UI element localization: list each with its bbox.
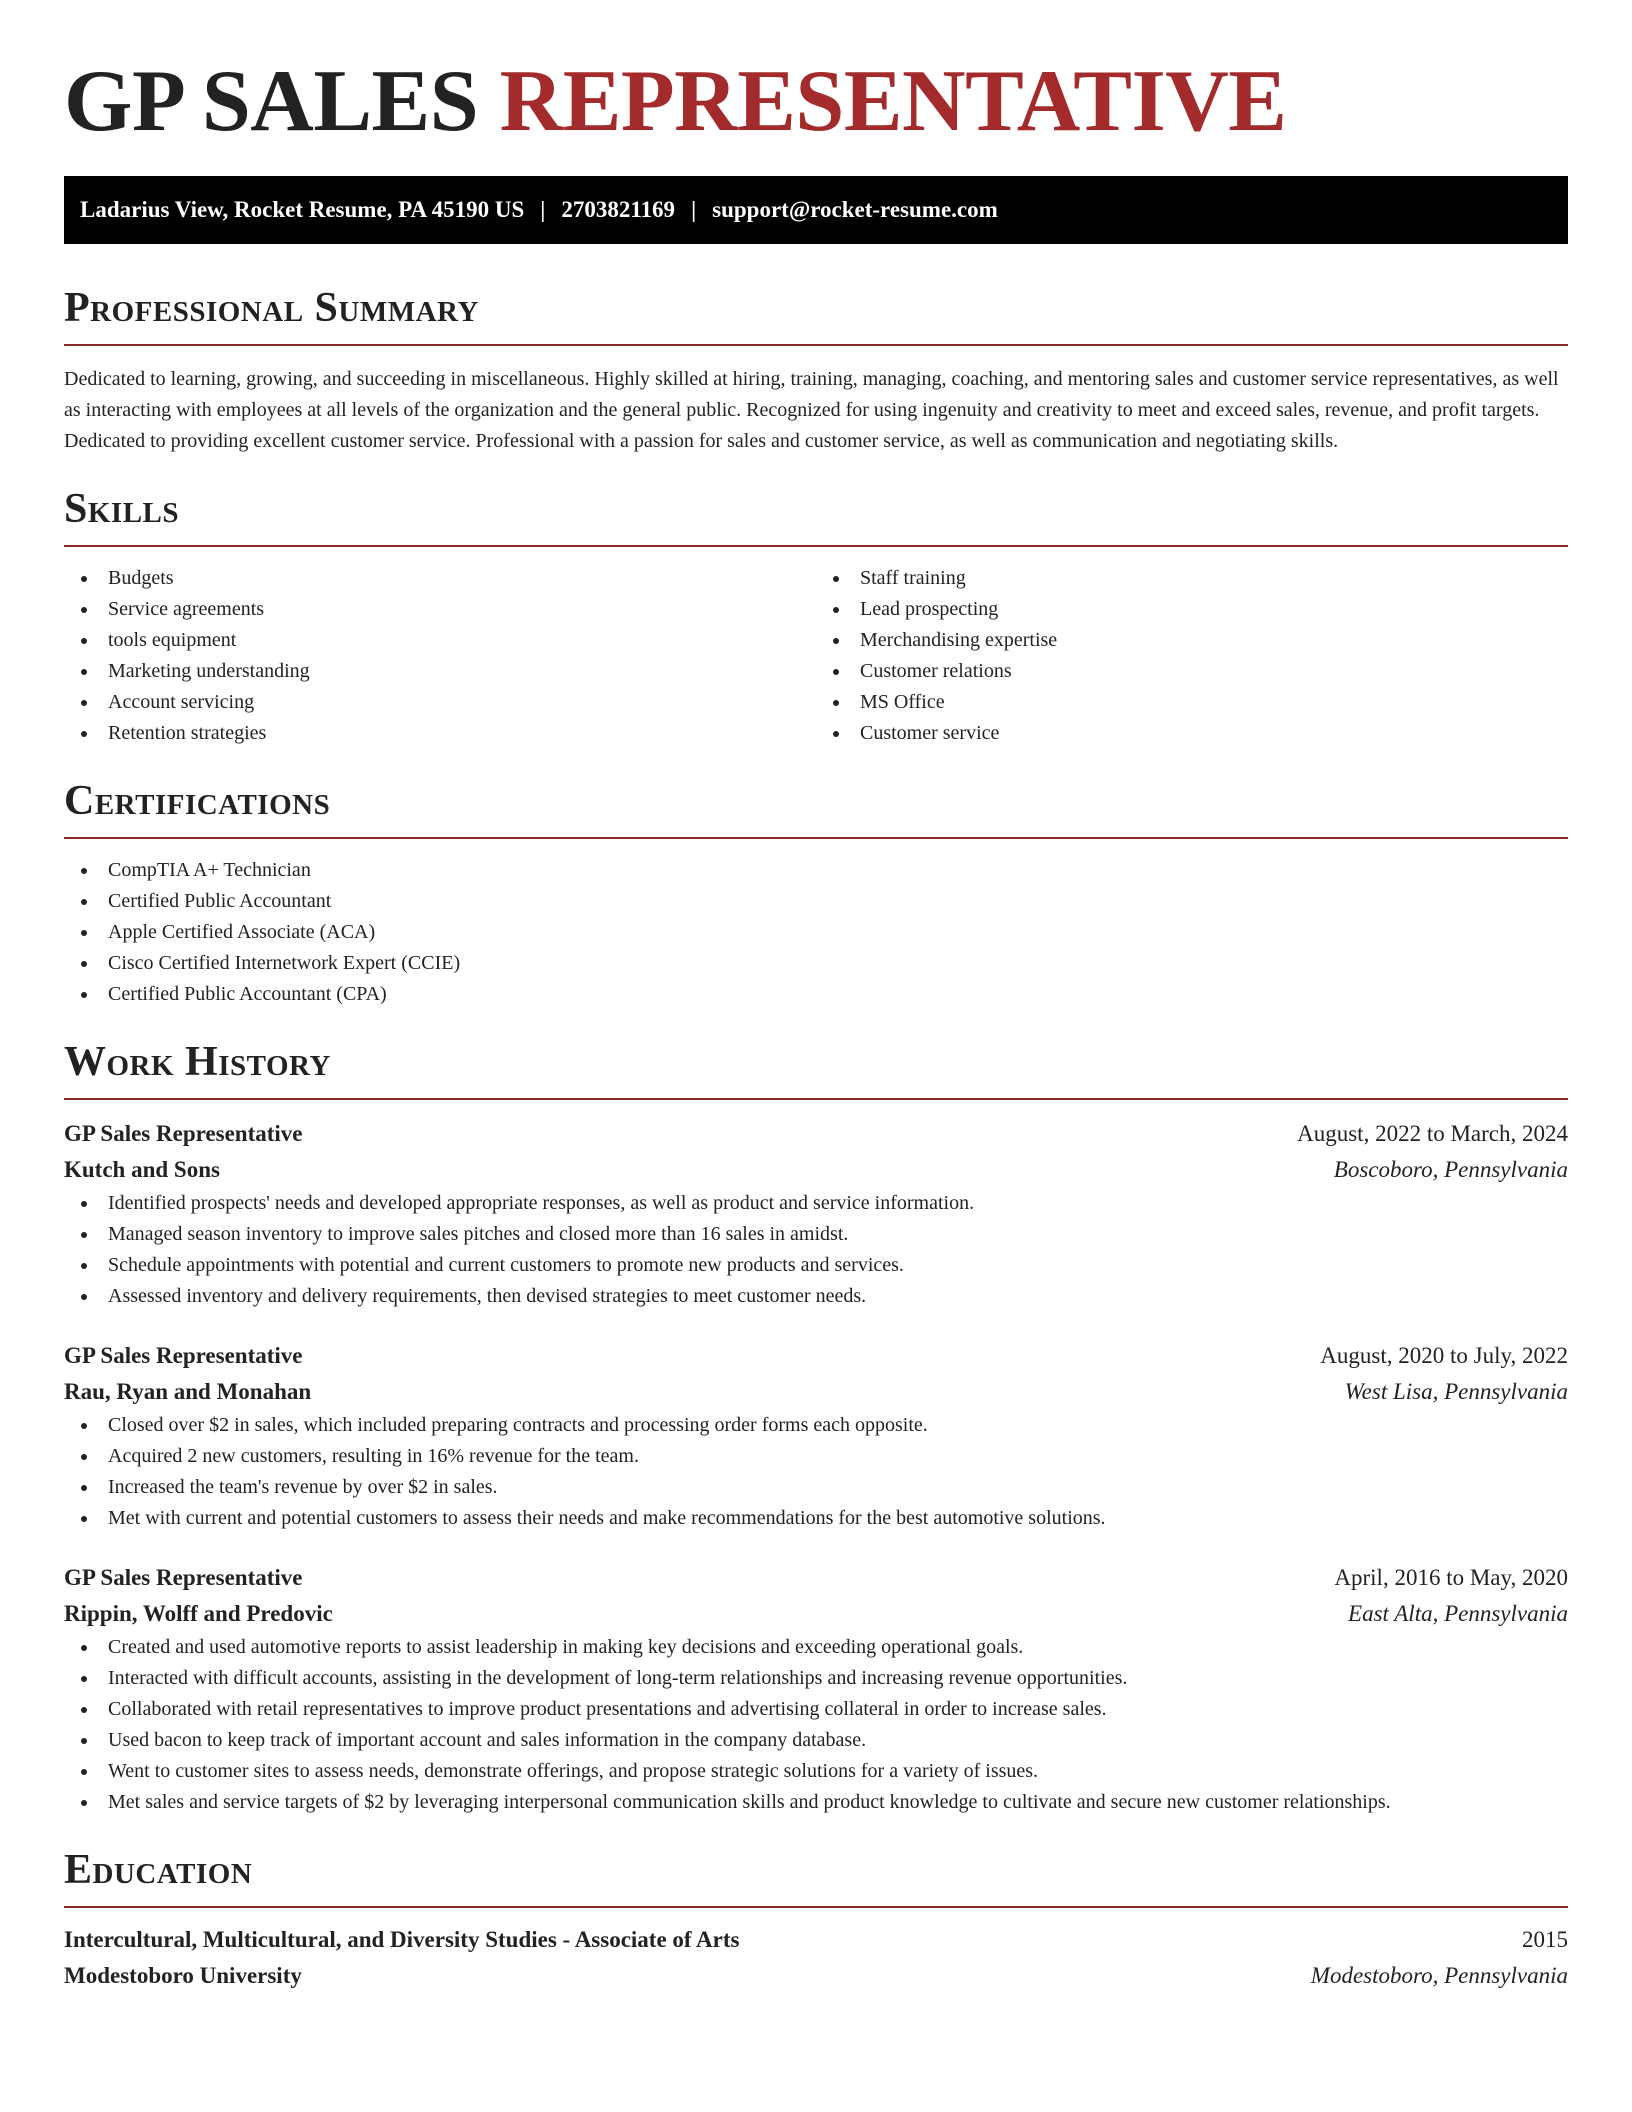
resume-title: [64, 0, 1568, 152]
contact-separator: |: [691, 197, 697, 222]
skill-item: Account servicing: [64, 687, 816, 718]
certifications-section: [64, 777, 1568, 1010]
skill-item: Marketing understanding: [64, 656, 816, 687]
section-divider: [64, 1906, 1568, 1908]
job-company: Kutch and Sons: [64, 1157, 220, 1182]
education-school-row: [64, 1958, 1568, 1994]
section-divider: [64, 1098, 1568, 1100]
job-bullet: Collaborated with retail representatives to improve product presentations and advertising collateral in order to increase sales.: [64, 1694, 1568, 1725]
job-bullet: Managed season inventory to improve sales pitches and closed more than 16 sales in amidst.: [64, 1219, 1568, 1250]
skill-item: Budgets: [64, 563, 816, 594]
section-divider: [64, 344, 1568, 346]
job-bullet: Acquired 2 new customers, resulting in 16% revenue for the team.: [64, 1441, 1568, 1472]
job-entry: [64, 1560, 1568, 1818]
job-bullet: Closed over $2 in sales, which included preparing contracts and processing order forms each opposite.: [64, 1410, 1568, 1441]
contact-address: Ladarius View, Rocket Resume, PA 45190 US: [80, 197, 525, 222]
skills-heading: Skills: [64, 486, 180, 532]
skill-item: Customer relations: [816, 656, 1568, 687]
skill-item: MS Office: [816, 687, 1568, 718]
job-bullet: Created and used automotive reports to assist leadership in making key decisions and exceeding operational goals.: [64, 1632, 1568, 1663]
work-history-section: [64, 1038, 1568, 1818]
summary-section: [64, 284, 1568, 457]
education-heading: Education: [64, 1847, 253, 1893]
contact-email: support@rocket-resume.com: [712, 197, 998, 222]
job-location: Boscoboro, Pennsylvania: [1333, 1157, 1568, 1182]
education-location: Modestoboro, Pennsylvania: [1310, 1963, 1568, 1988]
certification-item: Certified Public Accountant (CPA): [64, 979, 1568, 1010]
skills-column-left: [64, 563, 816, 749]
skill-item: Customer service: [816, 718, 1568, 749]
job-bullet-list: [64, 1632, 1568, 1818]
section-divider: [64, 837, 1568, 839]
summary-text: Dedicated to learning, growing, and succeeding in miscellaneous. Highly skilled at hiring, training, managing, coaching, and mentoring sales and customer service representatives, as well as interacting with employees at all levels of the organization and the general public. Recognized for using ingenuity and creativity to meet and exceed sales, revenue, and profit targets. Dedicated to providing excellent customer service. Professional with a passion for sales and customer service, as well as communication and negotiating skills.: [64, 368, 1559, 452]
job-company: Rau, Ryan and Monahan: [64, 1379, 312, 1404]
job-company-row: [64, 1596, 1568, 1632]
summary-heading: Professional Summary: [64, 285, 479, 331]
job-title: GP Sales Representative: [64, 1343, 303, 1368]
certification-item: Cisco Certified Internetwork Expert (CCIE): [64, 948, 1568, 979]
skill-item: Staff training: [816, 563, 1568, 594]
contact-phone: 2703821169: [561, 197, 676, 222]
job-bullet: Went to customer sites to assess needs, demonstrate offerings, and propose strategic solutions for a variety of issues.: [64, 1756, 1568, 1787]
job-bullet: Identified prospects' needs and developed appropriate responses, as well as product and service information.: [64, 1188, 1568, 1219]
job-bullet-list: [64, 1410, 1568, 1534]
job-entry: [64, 1338, 1568, 1534]
work-history-heading: Work History: [64, 1039, 331, 1085]
job-title: GP Sales Representative: [64, 1565, 303, 1590]
job-dates: August, 2022 to March, 2024: [1297, 1121, 1568, 1146]
job-company-row: [64, 1152, 1568, 1188]
certification-item: Apple Certified Associate (ACA): [64, 917, 1568, 948]
skills-list-left: [64, 563, 816, 749]
job-header-row: [64, 1560, 1568, 1596]
job-bullet: Used bacon to keep track of important account and sales information in the company database.: [64, 1725, 1568, 1756]
job-bullet: Met sales and service targets of $2 by leveraging interpersonal communication skills and product knowledge to cultivate and secure new customer relationships.: [64, 1787, 1568, 1818]
certification-item: CompTIA A+ Technician: [64, 855, 1568, 886]
job-bullet: Interacted with difficult accounts, assisting in the development of long-term relationships and increasing revenue opportunities.: [64, 1663, 1568, 1694]
job-dates: August, 2020 to July, 2022: [1320, 1343, 1568, 1368]
job-header-row: [64, 1338, 1568, 1374]
certifications-heading: Certifications: [64, 778, 331, 824]
skills-section: [64, 485, 1568, 749]
contact-bar: [64, 176, 1568, 244]
job-bullet-list: [64, 1188, 1568, 1312]
skills-grid: [64, 563, 1568, 749]
skills-list-right: [816, 563, 1568, 749]
job-header-row: [64, 1116, 1568, 1152]
education-degree: Intercultural, Multicultural, and Diversity Studies - Associate of Arts: [64, 1927, 740, 1952]
job-entry: [64, 1116, 1568, 1312]
job-dates: April, 2016 to May, 2020: [1334, 1565, 1568, 1590]
title-job-prefix: GP SALES: [64, 53, 479, 150]
job-company: Rippin, Wolff and Predovic: [64, 1601, 333, 1626]
education-school: Modestoboro University: [64, 1963, 302, 1988]
job-title: GP Sales Representative: [64, 1121, 303, 1146]
job-location: West Lisa, Pennsylvania: [1344, 1379, 1568, 1404]
education-entry: [64, 1922, 1568, 1994]
job-location: East Alta, Pennsylvania: [1348, 1601, 1568, 1626]
job-company-row: [64, 1374, 1568, 1410]
skills-column-right: [816, 563, 1568, 749]
skill-item: Lead prospecting: [816, 594, 1568, 625]
certification-item: Certified Public Accountant: [64, 886, 1568, 917]
job-bullet: Assessed inventory and delivery requirements, then devised strategies to meet customer needs.: [64, 1281, 1568, 1312]
job-bullet: Increased the team's revenue by over $2 in sales.: [64, 1472, 1568, 1503]
certifications-list: [64, 855, 1568, 1010]
job-bullet: Met with current and potential customers to assess their needs and make recommendations for the best automotive solutions.: [64, 1503, 1568, 1534]
education-year: 2015: [1522, 1927, 1568, 1952]
section-divider: [64, 545, 1568, 547]
skill-item: Retention strategies: [64, 718, 816, 749]
contact-separator: |: [540, 197, 546, 222]
skill-item: tools equipment: [64, 625, 816, 656]
title-job-role: REPRESENTATIVE: [499, 53, 1287, 150]
education-section: [64, 1846, 1568, 1994]
skill-item: Service agreements: [64, 594, 816, 625]
education-degree-row: [64, 1922, 1568, 1958]
skill-item: Merchandising expertise: [816, 625, 1568, 656]
job-bullet: Schedule appointments with potential and current customers to promote new products and services.: [64, 1250, 1568, 1281]
